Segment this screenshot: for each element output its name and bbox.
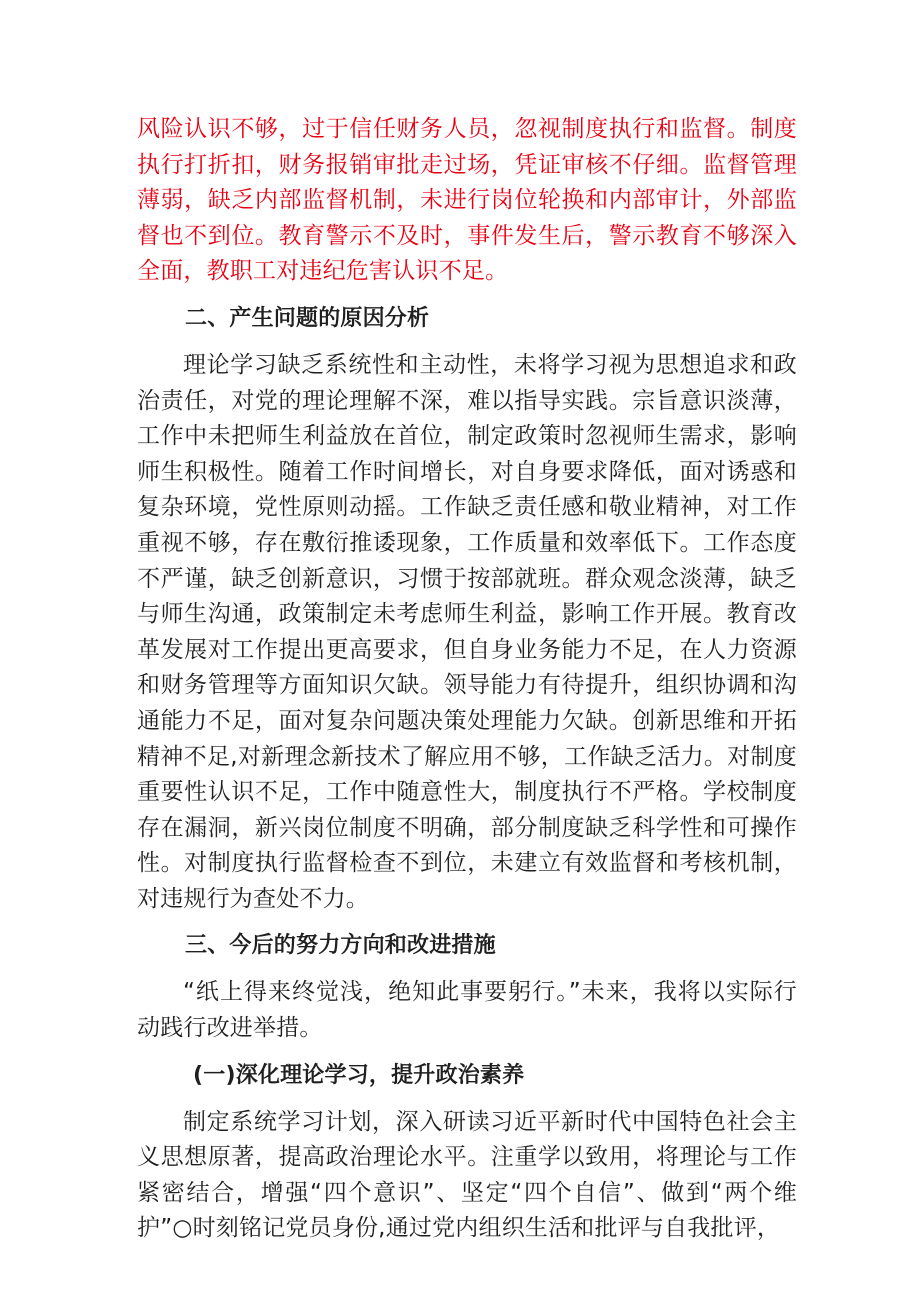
section-heading-improvement: 三、今后的努力方向和改进措施 — [185, 933, 496, 959]
paragraph-improvement-intro: “纸上得来终觉浅，绝知此事要躬行。”未来，我将以实际行动践行改进举措。 — [137, 979, 797, 1042]
paragraph-cause-analysis: 理论学习缺乏系统性和主动性，未将学习视为思想追求和政治责任，对党的理论理解不深，难以指导实践。宗旨意识淡薄，工作中未把师生利益放在首位，制定政策时忽视师生需求，影响师生积极性。随着工作时间增长，对自身要求降低，面对诱惑和复杂环境，党性原则动摇。工作缺乏责任感和敬业精神，对工作重视不够，存在敷衍推诿现象，工作质量和效率低下。工作态度不严谨，缺乏创新意识，习惯于按部就班。群众观念淡薄，缺乏与师生沟通，政策制定未考虑师生利益，影响工作开展。教育改革发展对工作提出更高要求，但自身业务能力不足，在人力资源和财务管理等方面知识欠缺。领导能力有待提升，组织协调和沟通能力不足，面对复杂问题决策处理能力欠缺。创新思维和开拓精神不足,对新理念新技术了解应用不够，工作缺乏活力。对制度重要性认识不足，工作中随意性大，制度执行不严格。学校制度存在漏洞，新兴岗位制度不明确，部分制度缺乏科学性和可操作性。对制度执行监督检查不到位，未建立有效监督和考核机制，对违规行为查处不力。 — [137, 351, 797, 912]
subsection-heading-theory-study: (一)深化理论学习，提升政治素养 — [193, 1062, 525, 1088]
paragraph-risk-awareness: 风险认识不够，过于信任财务人员，忽视制度执行和监督。制度执行打折扣，财务报销审批走过场，凭证审核不仔细。监督管理薄弱，缺乏内部监督机制，未进行岗位轮换和内部审计，外部监督也不到位。教育警示不及时，事件发生后，警示教育不够深入全面，教职工对违纪危害认识不足。 — [137, 116, 797, 285]
document-page — [137, 112, 797, 1247]
section-heading-cause-analysis: 二、产生问题的原因分析 — [185, 305, 430, 331]
paragraph-theory-study: 制定系统学习计划，深入研读习近平新时代中国特色社会主义思想原著，提高政治理论水平。注重学以致用，将理论与工作紧密结合，增强“四个意识”、坚定“四个自信”、做到“两个维护”○时刻铭记党员身份,通过党内组织生活和批评与自我批评， — [137, 1108, 797, 1242]
